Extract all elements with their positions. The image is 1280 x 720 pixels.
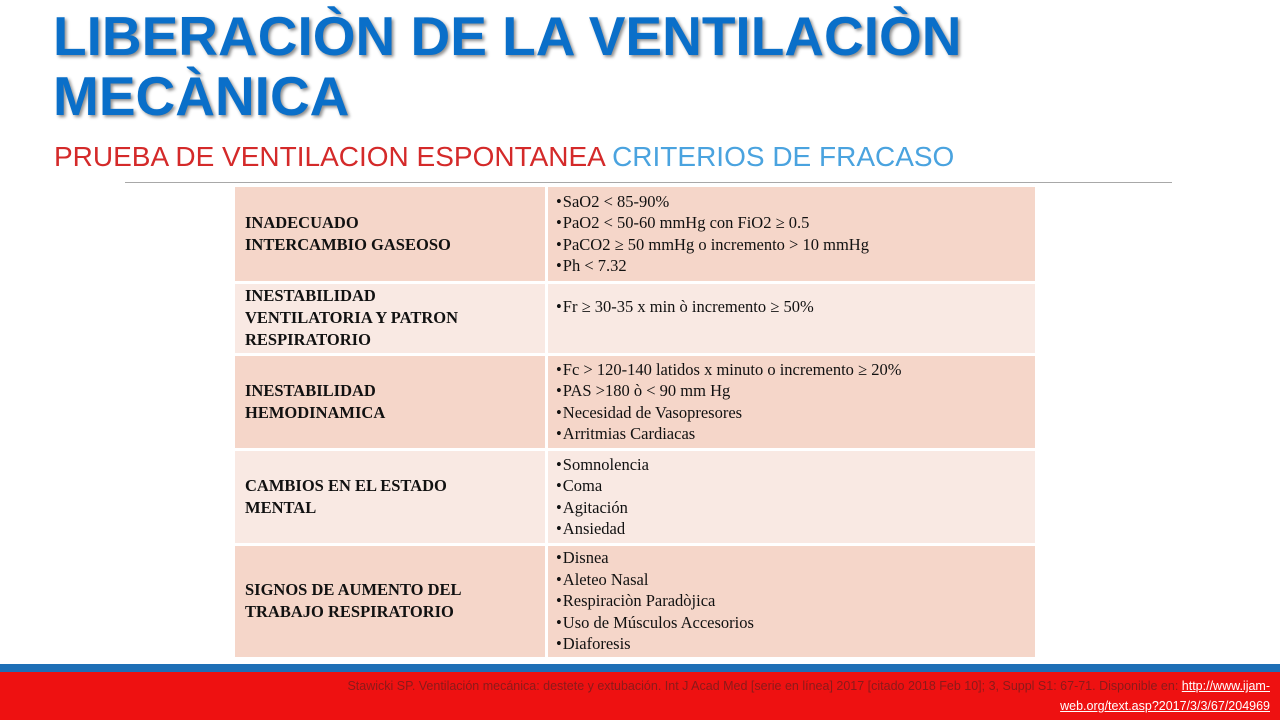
criteria-table [235, 187, 1035, 660]
slide-title: LIBERACIÒN DE LA VENTILACIÒN MECÀNICA [53, 5, 962, 127]
criteria-item: • Aleteo Nasal [556, 569, 1035, 591]
category-line: MENTAL [245, 497, 317, 517]
criteria-cell [547, 449, 1036, 544]
category-cell [235, 354, 547, 449]
criteria-item: • Agitación [556, 497, 1035, 519]
criteria-item: • SaO2 < 85-90% [556, 191, 1035, 213]
divider-line [125, 182, 1172, 183]
criteria-item: • Respiraciòn Paradòjica [556, 590, 1035, 612]
category-cell [235, 282, 547, 354]
category-cell [235, 187, 547, 282]
criteria-cell [547, 544, 1036, 658]
table-row [235, 544, 1035, 658]
category-line: TRABAJO RESPIRATORIO [245, 602, 454, 621]
criteria-item: • Ph < 7.32 [556, 255, 1035, 277]
category-line: RESPIRATORIO [245, 330, 371, 349]
citation-link[interactable]: http://www.ijam-web.org/text.asp?2017/3/3/67/204969 [1060, 679, 1270, 713]
criteria-item: • Somnolencia [556, 454, 1035, 476]
criteria-item: • Fc > 120-140 latidos x minuto o incremento ≥ 20% [556, 359, 1035, 381]
category-line: VENTILATORIA Y PATRON [245, 308, 459, 327]
category-line: INESTABILIDAD [245, 286, 376, 305]
criteria-item: • PAS >180 ò < 90 mm Hg [556, 380, 1035, 402]
category-cell [235, 544, 547, 658]
category-line: INADECUADO [245, 212, 359, 232]
table-row [235, 449, 1035, 544]
category-line: CAMBIOS EN EL ESTADO [245, 475, 447, 495]
subtitle-prueba: PRUEBA DE VENTILACION ESPONTANEA [54, 141, 605, 172]
criteria-item: • Coma [556, 475, 1035, 497]
criteria-item: • Diaforesis [556, 633, 1035, 655]
criteria-item: • Disnea [556, 547, 1035, 569]
criteria-item: • Uso de Músculos Accesorios [556, 612, 1035, 634]
criteria-item: • PaCO2 ≥ 50 mmHg o incremento > 10 mmHg [556, 234, 1035, 256]
criteria-item: • Fr ≥ 30-35 x min ò incremento ≥ 50% [556, 296, 1035, 318]
subtitle-criterios: CRITERIOS DE FRACASO [612, 141, 955, 172]
citation [290, 676, 1270, 716]
category-line: INESTABILIDAD [245, 380, 376, 400]
criteria-cell [547, 187, 1036, 282]
criteria-item: • PaO2 < 50-60 mmHg con FiO2 ≥ 0.5 [556, 212, 1035, 234]
criteria-item: • Ansiedad [556, 518, 1035, 540]
criteria-table-container [235, 187, 1035, 658]
criteria-cell [547, 354, 1036, 449]
criteria-item: • Arritmias Cardiacas [556, 423, 1035, 445]
category-line: HEMODINAMICA [245, 402, 386, 422]
category-line: INTERCAMBIO GASEOSO [245, 234, 451, 254]
footer-blue-band [0, 664, 1280, 672]
table-row [235, 187, 1035, 282]
criteria-item: • Necesidad de Vasopresores [556, 402, 1035, 424]
category-line: SIGNOS DE AUMENTO DEL [245, 580, 462, 599]
slide-subtitle [54, 139, 954, 175]
criteria-cell [547, 282, 1036, 354]
table-row [235, 282, 1035, 354]
citation-text: Stawicki SP. Ventilación mecánica: destete y extubación. Int J Acad Med [serie en línea] 2017 [citado 2018 Feb 10]; 3, Suppl S1: 67-71. Disponible en: [347, 679, 1179, 693]
table-row [235, 354, 1035, 449]
category-cell [235, 449, 547, 544]
